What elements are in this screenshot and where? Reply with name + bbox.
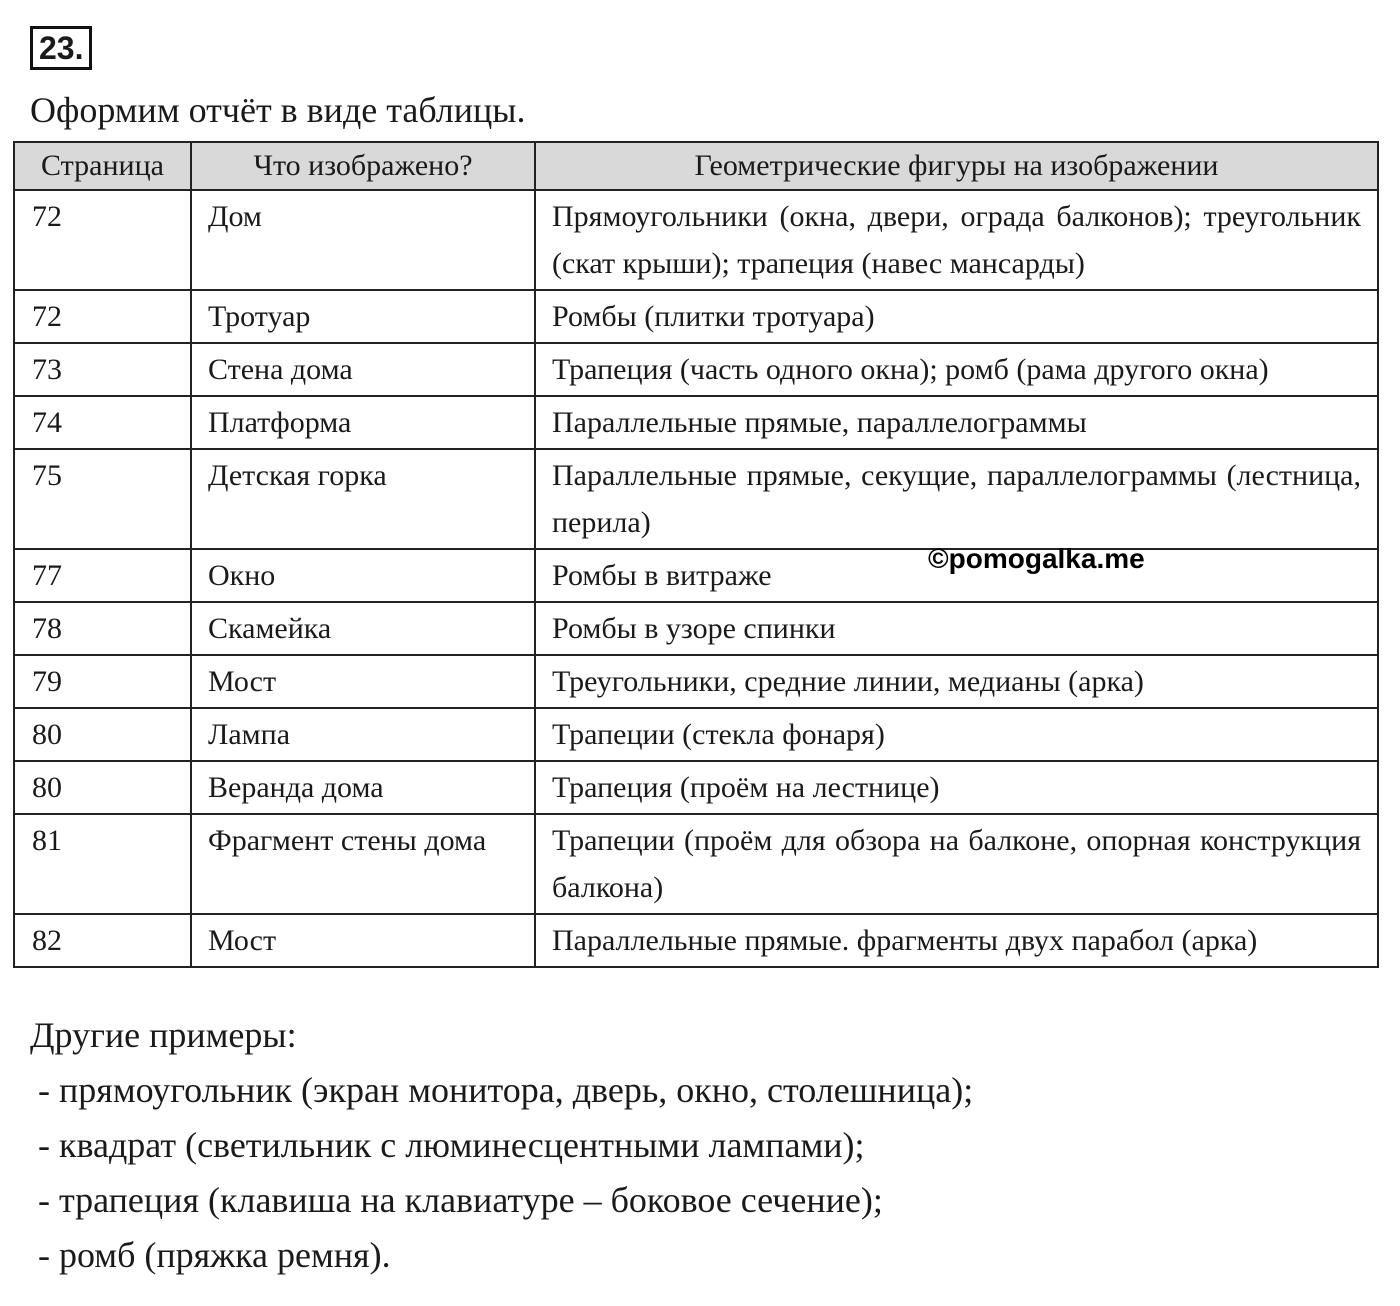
cell-what: Окно bbox=[191, 549, 535, 602]
table-row bbox=[14, 814, 1378, 914]
cell-what: Стена дома bbox=[191, 343, 535, 396]
cell-what: Лампа bbox=[191, 708, 535, 761]
cell-page: 78 bbox=[14, 602, 191, 655]
cell-figures: Ромбы (плитки тротуара) bbox=[535, 290, 1378, 343]
cell-page: 72 bbox=[14, 290, 191, 343]
table-row bbox=[14, 396, 1378, 449]
header-page: Страница bbox=[14, 142, 191, 190]
cell-what: Веранда дома bbox=[191, 761, 535, 814]
cell-figures: Трапеция (проём на лестнице) bbox=[535, 761, 1378, 814]
cell-figures: Трапеция (часть одного окна); ромб (рама другого окна) bbox=[535, 343, 1378, 396]
cell-figures: Параллельные прямые, секущие, параллелограммы (лестница, перила) bbox=[535, 449, 1378, 549]
task-number: 23. bbox=[30, 26, 92, 70]
cell-what: Дом bbox=[191, 190, 535, 290]
list-item: - трапеция (клавиша на клавиатуре – боковое сечение); bbox=[38, 1180, 883, 1220]
table-header-row bbox=[14, 142, 1378, 190]
cell-figures: Ромбы в витраже bbox=[535, 549, 1378, 602]
cell-page: 73 bbox=[14, 343, 191, 396]
table-row bbox=[14, 449, 1378, 549]
cell-page: 81 bbox=[14, 814, 191, 914]
cell-page: 80 bbox=[14, 708, 191, 761]
cell-page: 72 bbox=[14, 190, 191, 290]
other-examples-list bbox=[30, 1063, 973, 1283]
cell-what: Скамейка bbox=[191, 602, 535, 655]
cell-what: Платформа bbox=[191, 396, 535, 449]
table-row bbox=[14, 655, 1378, 708]
cell-what: Тротуар bbox=[191, 290, 535, 343]
list-item: - квадрат (светильник с люминесцентными лампами); bbox=[38, 1125, 865, 1165]
cell-what: Детская горка bbox=[191, 449, 535, 549]
cell-page: 79 bbox=[14, 655, 191, 708]
cell-figures: Прямоугольники (окна, двери, ограда балконов); треугольник (скат крыши); трапеция (навес мансарды) bbox=[535, 190, 1378, 290]
table-row bbox=[14, 914, 1378, 967]
header-what: Что изображено? bbox=[191, 142, 535, 190]
cell-figures: Трапеции (стекла фонаря) bbox=[535, 708, 1378, 761]
table-row bbox=[14, 602, 1378, 655]
cell-figures: Треугольники, средние линии, медианы (арка) bbox=[535, 655, 1378, 708]
cell-figures: Параллельные прямые, параллелограммы bbox=[535, 396, 1378, 449]
header-figures: Геометрические фигуры на изображении bbox=[535, 142, 1378, 190]
intro-text: Оформим отчёт в виде таблицы. bbox=[30, 90, 526, 130]
list-item: - прямоугольник (экран монитора, дверь, окно, столешница); bbox=[38, 1070, 974, 1110]
other-examples bbox=[30, 1007, 973, 1283]
cell-page: 75 bbox=[14, 449, 191, 549]
other-examples-heading: Другие примеры: bbox=[30, 1015, 297, 1055]
report-table bbox=[13, 141, 1379, 968]
cell-page: 77 bbox=[14, 549, 191, 602]
table-row bbox=[14, 290, 1378, 343]
cell-figures: Параллельные прямые. фрагменты двух парабол (арка) bbox=[535, 914, 1378, 967]
table-row bbox=[14, 343, 1378, 396]
table-row bbox=[14, 190, 1378, 290]
cell-what: Мост bbox=[191, 655, 535, 708]
table-row bbox=[14, 549, 1378, 602]
table-row bbox=[14, 761, 1378, 814]
table-row bbox=[14, 708, 1378, 761]
cell-page: 80 bbox=[14, 761, 191, 814]
cell-figures: Ромбы в узоре спинки bbox=[535, 602, 1378, 655]
cell-page: 82 bbox=[14, 914, 191, 967]
cell-page: 74 bbox=[14, 396, 191, 449]
list-item: - ромб (пряжка ремня). bbox=[38, 1235, 391, 1275]
cell-figures: Трапеции (проём для обзора на балконе, опорная конструкция балкона) bbox=[535, 814, 1378, 914]
cell-what: Фрагмент стены дома bbox=[191, 814, 535, 914]
cell-what: Мост bbox=[191, 914, 535, 967]
watermark: ©pomogalka.me bbox=[928, 543, 1145, 574]
